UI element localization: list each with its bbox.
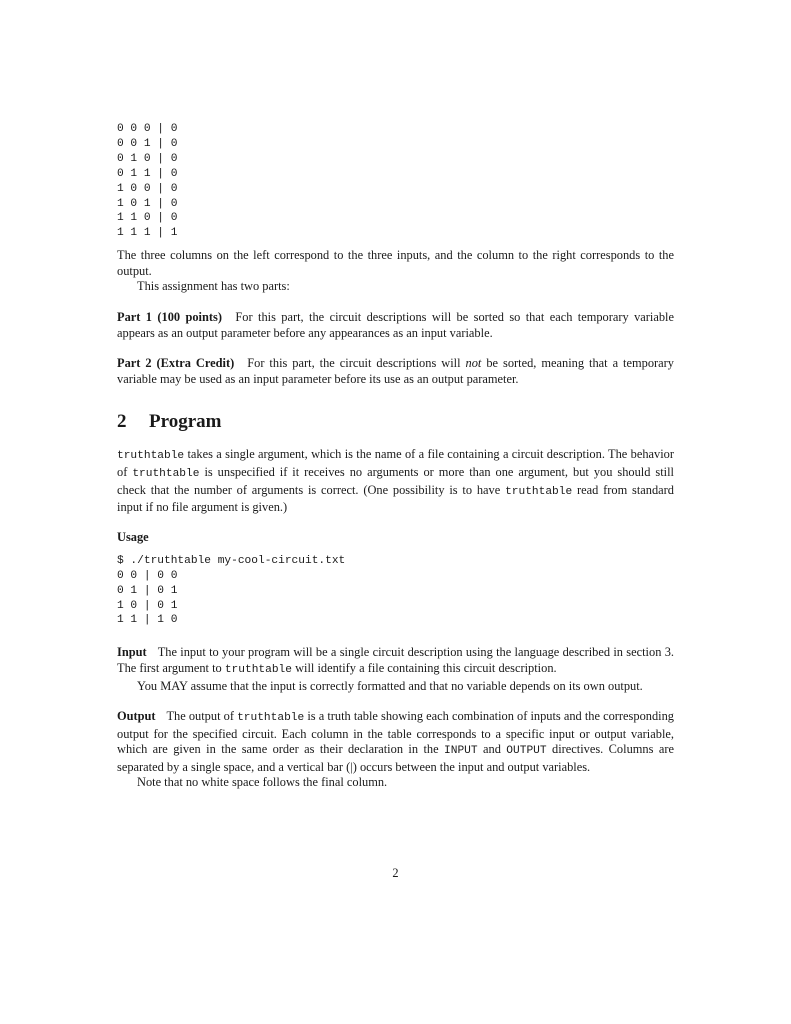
output-heading: Output xyxy=(117,709,156,724)
input-heading: Input xyxy=(117,645,147,660)
output-paragraph xyxy=(117,709,674,775)
part1-heading: Part 1 (100 points) xyxy=(117,310,222,325)
part2-heading: Part 2 (Extra Credit) xyxy=(117,356,235,371)
code-truthtable: truthtable xyxy=(132,468,200,480)
part2-paragraph xyxy=(117,356,674,387)
truth-table-row: 0 0 1 | 0 xyxy=(117,137,178,150)
output-text-2: is a truth table showing each combination of inputs and the corresponding output for the specified circuit. Each column in the table corresponds to a specific input or output variable, which are given in the same order as their declaration in the xyxy=(117,709,674,757)
input-text-1: The input to your program will be a single circuit description using the language described in section 3. The first argument to xyxy=(117,645,674,675)
truth-table-row: 1 0 1 | 0 xyxy=(117,197,178,210)
input-text-2: will identify a file containing this circuit description. xyxy=(295,660,557,675)
usage-line: $ ./truthtable my-cool-circuit.txt xyxy=(117,554,346,567)
truth-table-row: 0 1 0 | 0 xyxy=(117,152,178,165)
truth-table-row: 0 0 0 | 0 xyxy=(117,123,178,135)
section-title: Program xyxy=(149,411,222,433)
code-truthtable: truthtable xyxy=(117,450,185,463)
intro-parts-line: This assignment has two parts: xyxy=(137,279,290,294)
page-number: 2 xyxy=(392,866,399,880)
output-text-3: and xyxy=(483,742,501,757)
output-text-1: The output of xyxy=(166,709,234,724)
program-paragraph xyxy=(117,447,674,515)
usage-line: 0 1 | 0 1 xyxy=(117,584,178,597)
input-assumption: You MAY assume that the input is correctly formatted and that no variable depends on its own output. xyxy=(137,678,643,693)
truth-table-row: 1 1 1 | 1 xyxy=(117,227,178,240)
intro-paragraph: The three columns on the left correspond to the three inputs, and the column to the right corresponds to the output. xyxy=(117,248,674,278)
code-truthtable: truthtable xyxy=(237,712,305,725)
usage-heading: Usage xyxy=(117,529,149,544)
usage-line: 0 0 | 0 0 xyxy=(117,569,178,582)
program-text-3: read from standard input if no file argument is given.) xyxy=(117,482,675,515)
output-text-4: directives. Columns are separated by a single space, and a vertical bar (|) occurs between the input and output variables. xyxy=(117,742,674,774)
code-output-keyword: OUTPUT xyxy=(506,745,547,758)
usage-line: 1 1 | 1 0 xyxy=(117,614,178,627)
part2-body-a: For this part, the circuit descriptions will xyxy=(247,356,461,371)
truth-table-example xyxy=(117,122,674,241)
code-input-keyword: INPUT xyxy=(444,745,478,758)
part1-paragraph xyxy=(117,310,674,341)
code-truthtable: truthtable xyxy=(505,485,573,498)
truth-table-row: 1 0 0 | 0 xyxy=(117,182,178,195)
program-text-1: takes a single argument, which is the name of a file containing a circuit description. The behavior of xyxy=(117,447,674,479)
usage-example xyxy=(117,554,674,629)
part2-emphasis: not xyxy=(465,356,482,371)
output-note: Note that no white space follows the final column. xyxy=(137,775,388,790)
section-number: 2 xyxy=(117,411,127,433)
code-truthtable: truthtable xyxy=(224,663,292,676)
program-text-2: is unspecified if it receives no arguments or more than one argument, but you should still check that the number of arguments is correct. (One possibility is to have xyxy=(117,465,674,497)
section-heading xyxy=(117,411,674,433)
usage-line: 1 0 | 0 1 xyxy=(117,599,178,612)
truth-table-row: 0 1 1 | 0 xyxy=(117,167,178,180)
part1-body: For this part, the circuit descriptions will be sorted so that each temporary variable appears as an output parameter before any appearances as an input variable. xyxy=(117,310,674,340)
truth-table-row: 1 1 0 | 0 xyxy=(117,212,178,225)
document-page xyxy=(117,122,674,791)
input-paragraph xyxy=(117,645,674,678)
part2-body-b: be sorted, meaning that a temporary variable may be used as an input parameter before its use as an output parameter. xyxy=(117,356,674,386)
